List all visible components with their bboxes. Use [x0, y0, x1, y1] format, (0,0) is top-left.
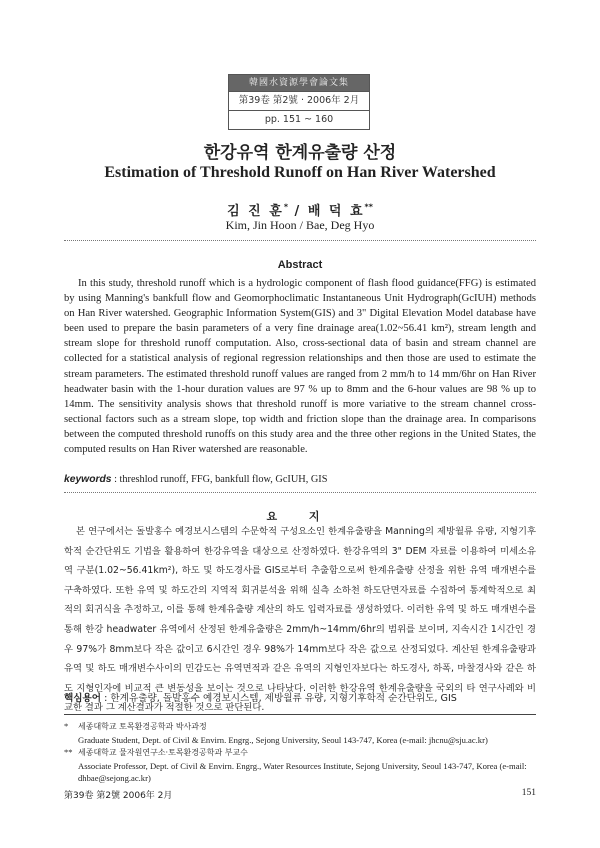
journal-name: 韓國水資源學會論文集: [229, 75, 369, 91]
abstract-body: [64, 276, 536, 457]
keywords-korean-line: [64, 690, 536, 704]
summary-body: [64, 522, 536, 718]
keywords-label: keywords: [64, 474, 112, 485]
journal-header-box: [228, 74, 370, 130]
author-second-mark: **: [364, 202, 373, 212]
footnote-1-english: Graduate Student, Dept. of Civil & Envirn. Engrg., Sejong University, Seoul 143-747, Korea (e-mail: jhcnu@sju.ac.kr): [78, 734, 488, 745]
footnote-1-korean: 세종대학교 토목환경공학과 박사과정: [78, 722, 207, 731]
footnote-2-korean: 세종대학교 물자원연구소·토목환경공학과 부교수: [78, 748, 248, 757]
abstract-heading: Abstract: [277, 259, 323, 271]
author-first: 김 진 훈: [227, 204, 284, 219]
keywords-text: : threshlod runoff, FFG, bankfull flow, GcIUH, GIS: [111, 474, 328, 485]
paper-title-english: Estimation of Threshold Runoff on Han River Watershed: [104, 164, 496, 181]
footnote-2: [64, 746, 536, 785]
summary-heading: 요 지: [266, 510, 334, 523]
footnote-divider: [64, 714, 536, 715]
journal-pages: pp. 151 ~ 160: [229, 110, 369, 129]
divider: [64, 492, 536, 493]
author-second: 배 덕 효: [307, 204, 365, 219]
footer-issue: 第39卷 第2號 2006年 2月: [64, 791, 173, 801]
keywords-korean-text: : 한계유출량, 돌발홍수 예경보시스템, 제방월류 유량, 지형기후학적 순간단위도, GIS: [101, 693, 457, 704]
footnote-1: [64, 720, 536, 746]
keywords-korean-label: 핵심용어: [64, 693, 102, 704]
divider: [64, 240, 536, 241]
journal-issue: 第39卷 第2號 · 2006年 2月: [229, 91, 369, 110]
keywords-line: [64, 474, 536, 485]
author-separator: /: [288, 204, 308, 219]
summary-text: 본 연구에서는 돌발홍수 예경보시스템의 수문학적 구성요소인 한계유출량을 Manning의 제방월류 유량, 지형기후학적 순간단위도 기법을 활용하여 한강유역을 대상으로 산정하였다. 한강유역의 3" DEM 자료를 이용하여 미세소유역 구분(1.02~56.41km²), 하도 및 하도경사를 GIS로부터 추출함으로써 한계유출량 산정을 위한 유역 매개변수를 구축하였다. 또한 유역 및 하도간의 지역적 회귀분석을 위해 실측 소하천 하도단면자료를 수집하여 통계학적으로 최적의 회귀식을 추정하고, 이를 통해 한계유출량 계산의 하도 입력자료를 생성하였다. 이러한 유역 및 하도 매개변수를 통해 한강 headwater 유역에서 산정된 한계유출량은 2mm/h~14mm/6hr의 범위를 보이며, 지속시간 1시간인 경우 97%가 8mm보다 작은 값이고 6시간인 경우 98%가 14mm보다 작은 값으로 산정되었다. 계산된 한계유출량과 유역 및 하도 매개변수사이의 민감도는 유역면적과 같은 유역의 지형인자보다는 하도경사, 하폭, 마찰경사와 같은 하도 지형인자에 비교적 큰 변동성을 보이는 것으로 나타났다. 이러한 한강유역 한계유출량을 국외의 타 연구사례와 비교한 결과 그 계산결과가 적절한 것으로 판단된다.: [64, 526, 536, 714]
author-first-mark: *: [283, 202, 288, 212]
page-number: 151: [521, 788, 536, 798]
authors-korean: [0, 200, 600, 219]
paper-title-korean: 한강유역 한계유출량 산정: [203, 143, 397, 163]
abstract-text: In this study, threshold runoff which is a hydrologic component of flash flood guidance(FFG) is estimated by using Manning's bankfull flow and Geomorphoclimatic Instantaneous Unit Hydrograph(GcIUH) methods on Han River watershed. Geographic Information System(GIS) and 3" Digital Elevation Model database have been used to prepare the basin parameters of a very fine drainage area(1.02~56.41 km²), stream length and stream slope for threshold runoff computation. Also, cross-sectional data of basin and stream channel are collected for a statistical analysis of regional regression relationships and then those are used to estimate the stream parameters. The estimated threshold runoff values are ranged from 2 mm/h to 14 mm/6hr on Han River headwater basin with the 1-hour duration values are 97 % up to 8mm and the 6-hour values are 98 % up to 14mm. The sensitivity analysis shows that threshold runoff is more variative to the stream channel cross-sectional factors such as a stream slope, top width and friction slope than the drainage area. In comparisons between the computed threshold runoffs on this study area and the three other regions in the United States, the computed results on Han River watershed are reasonable.: [64, 278, 536, 456]
footnote-1-mark: *: [64, 721, 69, 731]
footnote-2-english: Associate Professor, Dept. of Civil & Envirn. Engrg., Water Resources Institute, Sejong University, Seoul 143-747, Korea (e-mail: dhbae@sejong.ac.kr): [78, 760, 527, 783]
authors-english: Kim, Jin Hoon / Bae, Deg Hyo: [225, 218, 375, 232]
footnote-2-mark: **: [64, 747, 73, 757]
